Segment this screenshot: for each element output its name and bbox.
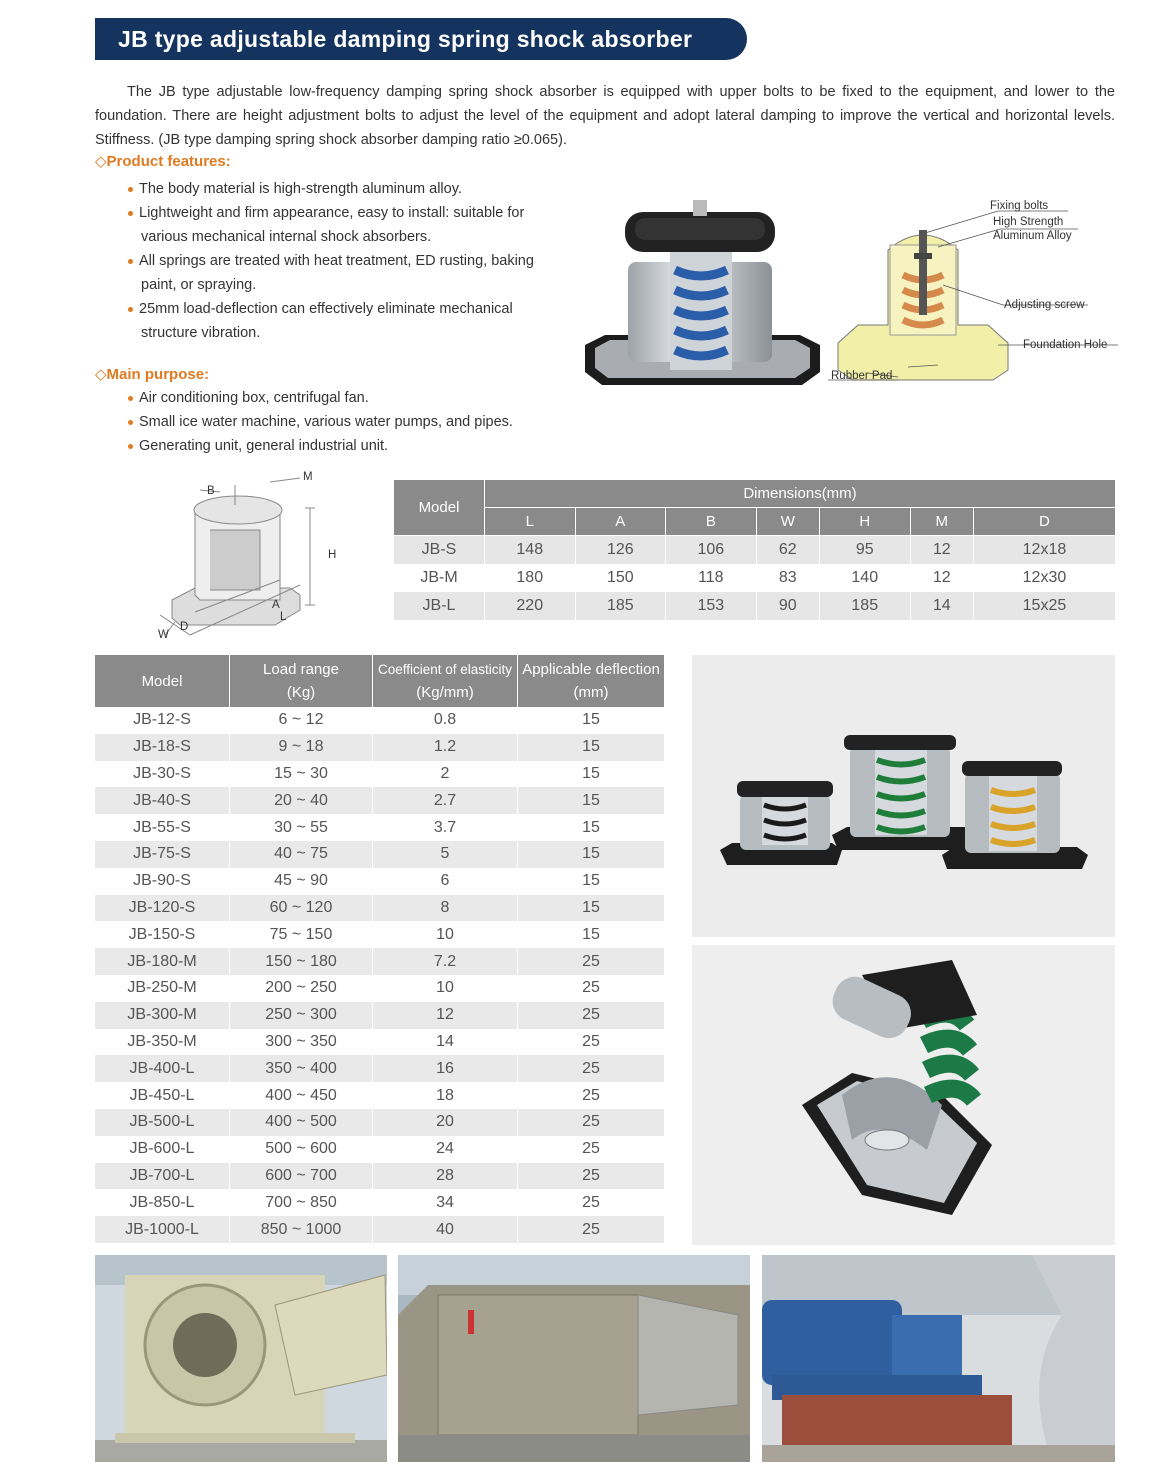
header-unit: (mm) — [573, 684, 609, 701]
table-cell: 7.2 — [373, 948, 518, 975]
photo-air-handling-unit — [398, 1255, 750, 1462]
table-cell: 118 — [666, 564, 757, 592]
list-item — [127, 177, 597, 201]
table-row — [95, 761, 665, 788]
table-cell: 2.7 — [373, 787, 518, 814]
table-cell: 10 — [373, 975, 518, 1002]
table-cell: 25 — [518, 1109, 665, 1136]
table-cell: 75 ~ 150 — [230, 921, 373, 948]
table-cell: 15 — [518, 787, 665, 814]
table-cell: 15x25 — [973, 592, 1115, 620]
header-text: Coefficient of elasticity — [377, 662, 513, 677]
label-aluminum-alloy: Aluminum Alloy — [993, 230, 1072, 242]
table-cell: 15 — [518, 841, 665, 868]
table-cell: JB-400-L — [95, 1055, 230, 1082]
label-adjusting-screw: Adjusting screw — [1004, 299, 1085, 311]
table-cell: JB-450-L — [95, 1082, 230, 1109]
table-cell: JB-12-S — [95, 707, 230, 734]
table-cell: 25 — [518, 1163, 665, 1190]
table-row — [95, 921, 665, 948]
table-row — [95, 895, 665, 922]
dim-label-a: A — [272, 599, 280, 611]
dim-col-header: B — [666, 508, 757, 536]
table-cell: 45 ~ 90 — [230, 868, 373, 895]
table-cell: 12 — [910, 564, 973, 592]
table-cell: 60 ~ 120 — [230, 895, 373, 922]
table-cell: 24 — [373, 1136, 518, 1163]
table-cell: JB-75-S — [95, 841, 230, 868]
features-heading — [95, 152, 231, 170]
purpose-text: Small ice water machine, various water pumps, and pipes. — [139, 414, 513, 430]
table-cell: 6 ~ 12 — [230, 707, 373, 734]
table-cell: 18 — [373, 1082, 518, 1109]
dim-group-header: Dimensions(mm) — [485, 480, 1116, 508]
photo-three-absorbers — [692, 655, 1115, 937]
table-cell: 14 — [910, 592, 973, 620]
table-cell: 25 — [518, 975, 665, 1002]
table-cell: 15 — [518, 868, 665, 895]
table-row — [95, 1082, 665, 1109]
product-photo-absorber — [580, 190, 825, 395]
purpose-heading — [95, 365, 209, 383]
table-cell: 350 ~ 400 — [230, 1055, 373, 1082]
table-row — [95, 948, 665, 975]
table-cell: 1.2 — [373, 734, 518, 761]
table-row — [394, 564, 1116, 592]
table-cell: 12 — [373, 1002, 518, 1029]
label-foundation-hole: Foundation Hole — [1023, 339, 1108, 351]
table-cell: JB-600-L — [95, 1136, 230, 1163]
purpose-list — [127, 386, 597, 458]
table-cell: 14 — [373, 1029, 518, 1056]
table-row — [95, 868, 665, 895]
table-cell: 150 ~ 180 — [230, 948, 373, 975]
table-cell: 95 — [819, 536, 910, 565]
table-cell: 300 ~ 350 — [230, 1029, 373, 1056]
table-cell: 12x30 — [973, 564, 1115, 592]
table-cell: JB-S — [394, 536, 485, 565]
table-cell: 0.8 — [373, 707, 518, 734]
table-row — [95, 814, 665, 841]
table-cell: JB-500-L — [95, 1109, 230, 1136]
table-cell: 34 — [373, 1189, 518, 1216]
table-row — [95, 787, 665, 814]
table-cell: 25 — [518, 1136, 665, 1163]
load-header-model — [95, 655, 230, 707]
table-cell: 250 ~ 300 — [230, 1002, 373, 1029]
table-cell: 200 ~ 250 — [230, 975, 373, 1002]
table-cell: 15 — [518, 814, 665, 841]
table-cell: 2 — [373, 761, 518, 788]
table-cell: 220 — [485, 592, 576, 620]
feature-text: The body material is high-strength aluminum alloy. — [139, 181, 462, 197]
table-cell: 3.7 — [373, 814, 518, 841]
table-row — [95, 1189, 665, 1216]
table-cell: JB-M — [394, 564, 485, 592]
table-cell: 25 — [518, 1082, 665, 1109]
photo-fan-application — [95, 1255, 387, 1462]
dim-col-header: D — [973, 508, 1115, 536]
table-cell: 10 — [373, 921, 518, 948]
dim-col-header: H — [819, 508, 910, 536]
table-cell: 400 ~ 500 — [230, 1109, 373, 1136]
label-high-strength: High Strength — [993, 216, 1064, 228]
table-cell: 6 — [373, 868, 518, 895]
table-cell: JB-L — [394, 592, 485, 620]
dim-label-d: D — [180, 621, 189, 633]
table-cell: JB-120-S — [95, 895, 230, 922]
photo-disassembled-absorber — [692, 945, 1115, 1245]
table-row — [95, 975, 665, 1002]
header-text: Model — [141, 672, 183, 690]
dim-col-header: W — [756, 508, 819, 536]
title-banner — [95, 18, 747, 60]
table-cell: 400 ~ 450 — [230, 1082, 373, 1109]
table-cell: JB-350-M — [95, 1029, 230, 1056]
table-cell: 25 — [518, 1189, 665, 1216]
table-cell: 40 — [373, 1216, 518, 1243]
table-cell: 20 ~ 40 — [230, 787, 373, 814]
table-cell: 30 ~ 55 — [230, 814, 373, 841]
feature-text-cont: various mechanical internal shock absorbers. — [141, 229, 432, 245]
table-cell: 8 — [373, 895, 518, 922]
load-table — [95, 655, 665, 1243]
feature-text: All springs are treated with heat treatment, ED rusting, baking — [139, 253, 534, 269]
dim-col-header: A — [575, 508, 666, 536]
load-header-elasticity — [373, 655, 518, 707]
table-cell: JB-300-M — [95, 1002, 230, 1029]
table-cell: 15 — [518, 734, 665, 761]
table-cell: 106 — [666, 536, 757, 565]
table-row — [95, 1216, 665, 1243]
list-item — [127, 249, 597, 297]
table-cell: 25 — [518, 1002, 665, 1029]
table-cell: 850 ~ 1000 — [230, 1216, 373, 1243]
table-cell: 9 ~ 18 — [230, 734, 373, 761]
table-row — [95, 841, 665, 868]
table-row — [95, 1029, 665, 1056]
intro-paragraph: The JB type adjustable low-frequency damping spring shock absorber is equipped with upper bolts to be fixed to the equipment, and lower to the foundation. There are height adjustment bolts to adjust the level of the equipment and adopt lateral damping to improve the vertical and horizontal levels. Stiffness. (JB type damping spring shock absorber damping ratio ≥0.065). — [95, 84, 1115, 148]
table-cell: 15 — [518, 761, 665, 788]
table-cell: 500 ~ 600 — [230, 1136, 373, 1163]
table-cell: 185 — [575, 592, 666, 620]
table-cell: JB-180-M — [95, 948, 230, 975]
table-cell: 25 — [518, 1029, 665, 1056]
table-row — [95, 1136, 665, 1163]
label-rubber-pad: Rubber Pad — [831, 370, 893, 382]
dim-label-h: H — [328, 549, 337, 561]
table-cell: 15 — [518, 895, 665, 922]
dim-model-header: Model — [394, 480, 485, 536]
features-heading-text: Product features: — [106, 153, 231, 170]
header-unit: (Kg) — [286, 684, 316, 701]
list-item — [127, 434, 597, 458]
table-row — [95, 1163, 665, 1190]
table-cell: 20 — [373, 1109, 518, 1136]
feature-text: Lightweight and firm appearance, easy to install: suitable for — [139, 205, 525, 221]
list-item — [127, 410, 597, 434]
table-row — [95, 734, 665, 761]
table-row — [394, 592, 1116, 620]
table-cell: JB-30-S — [95, 761, 230, 788]
dim-col-header: M — [910, 508, 973, 536]
table-cell: 25 — [518, 948, 665, 975]
table-cell: 15 — [518, 707, 665, 734]
table-row — [95, 1002, 665, 1029]
table-cell: 12 — [910, 536, 973, 565]
table-cell: 25 — [518, 1216, 665, 1243]
feature-text: 25mm load-deflection can effectively eliminate mechanical — [139, 301, 513, 317]
diamond-icon: ◇ — [95, 153, 107, 170]
table-cell: 15 — [518, 921, 665, 948]
table-cell: 12x18 — [973, 536, 1115, 565]
table-cell: 16 — [373, 1055, 518, 1082]
features-list — [127, 177, 597, 345]
table-cell: 180 — [485, 564, 576, 592]
load-table-body — [95, 707, 665, 1243]
dim-label-b: B — [207, 485, 215, 497]
header-text: Load range — [263, 661, 339, 678]
table-cell: JB-250-M — [95, 975, 230, 1002]
list-item — [127, 386, 597, 410]
dimensions-table — [394, 480, 1116, 620]
table-cell: 5 — [373, 841, 518, 868]
table-row — [95, 1109, 665, 1136]
purpose-text: Generating unit, general industrial unit. — [139, 438, 389, 454]
table-cell: 83 — [756, 564, 819, 592]
dim-label-m: M — [303, 471, 313, 483]
feature-text-cont: paint, or spraying. — [141, 277, 257, 293]
label-fixing-bolts: Fixing bolts — [990, 200, 1049, 212]
cutaway-diagram — [828, 195, 1128, 395]
table-cell: 153 — [666, 592, 757, 620]
dimension-drawing — [150, 470, 350, 645]
table-cell: 40 ~ 75 — [230, 841, 373, 868]
list-item — [127, 297, 597, 345]
list-item — [127, 201, 597, 249]
dim-col-header: L — [485, 508, 576, 536]
table-cell: JB-18-S — [95, 734, 230, 761]
load-header-range — [230, 655, 373, 707]
table-cell: JB-150-S — [95, 921, 230, 948]
table-cell: JB-90-S — [95, 868, 230, 895]
table-cell: 185 — [819, 592, 910, 620]
purpose-heading-text: Main purpose: — [106, 366, 210, 383]
table-cell: JB-700-L — [95, 1163, 230, 1190]
table-cell: 150 — [575, 564, 666, 592]
feature-text-cont: structure vibration. — [141, 325, 261, 341]
table-cell: JB-40-S — [95, 787, 230, 814]
table-cell: 600 ~ 700 — [230, 1163, 373, 1190]
table-cell: 28 — [373, 1163, 518, 1190]
table-cell: 90 — [756, 592, 819, 620]
table-cell: JB-850-L — [95, 1189, 230, 1216]
table-row — [95, 1055, 665, 1082]
table-cell: JB-1000-L — [95, 1216, 230, 1243]
header-unit: (Kg/mm) — [416, 684, 474, 701]
table-cell: 25 — [518, 1055, 665, 1082]
table-cell: 126 — [575, 536, 666, 565]
table-cell: 700 ~ 850 — [230, 1189, 373, 1216]
diamond-icon: ◇ — [95, 366, 107, 383]
table-cell: 148 — [485, 536, 576, 565]
table-cell: 140 — [819, 564, 910, 592]
load-header-deflection — [518, 655, 665, 707]
table-cell: 62 — [756, 536, 819, 565]
header-text: Applicable deflection — [522, 661, 660, 678]
dim-label-w: W — [158, 629, 169, 641]
purpose-text: Air conditioning box, centrifugal fan. — [139, 390, 369, 406]
table-row — [95, 707, 665, 734]
table-row — [394, 536, 1116, 565]
table-cell: JB-55-S — [95, 814, 230, 841]
photo-motor-pump — [762, 1255, 1115, 1462]
page-title: JB type adjustable damping spring shock absorber — [118, 26, 693, 52]
dim-label-l: L — [280, 611, 287, 623]
table-cell: 15 ~ 30 — [230, 761, 373, 788]
